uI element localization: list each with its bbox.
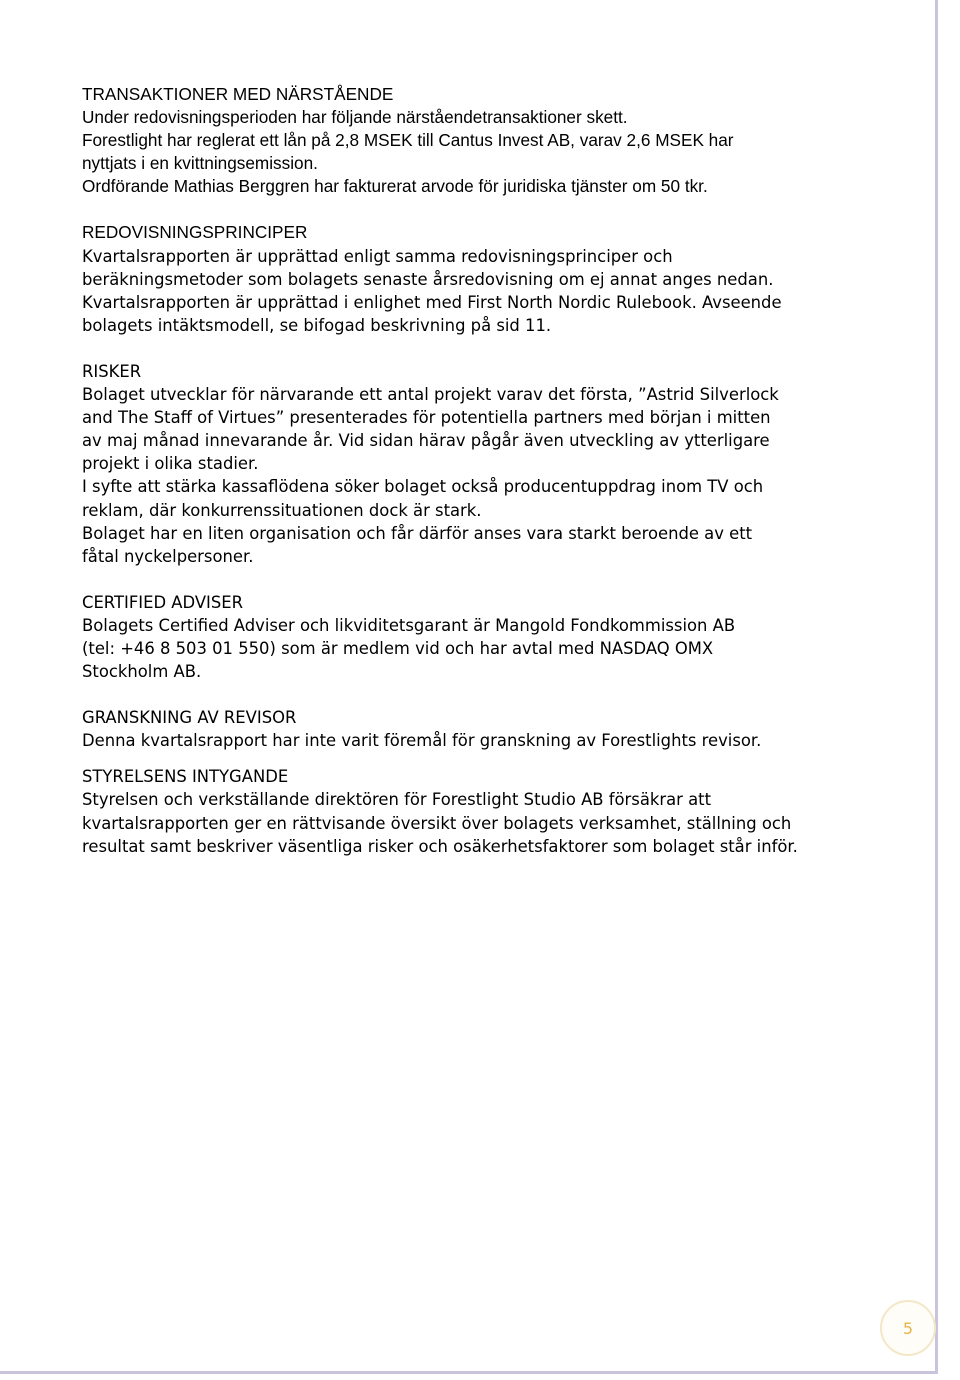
paragraph-line: (tel: +46 8 503 01 550) som är medlem vid och har avtal med NASDAQ OMX — [82, 638, 714, 658]
paragraph-line: Ordförande Mathias Berggren har fakturerat arvode för juridiska tjänster om 50 tkr. — [82, 176, 708, 197]
section-certified-adviser — [82, 591, 882, 683]
section-redovisningsprinciper — [82, 221, 882, 336]
page-number: 5 — [902, 1318, 914, 1338]
paragraph-line: kvartalsrapporten ger en rättvisande översikt över bolagets verksamhet, ställning och — [82, 813, 792, 833]
section-heading: GRANSKNING AV REVISOR — [82, 708, 297, 728]
paragraph-line: Forestlight har reglerat ett lån på 2,8 MSEK till Cantus Invest AB, varav 2,6 MSEK har — [82, 130, 734, 151]
paragraph-line: Stockholm AB. — [82, 662, 202, 682]
paragraph-line: Kvartalsrapporten är upprättad i enlighet med First North Nordic Rulebook. Avseende — [82, 292, 782, 312]
paragraph-line: av maj månad innevarande år. Vid sidan härav pågår även utveckling av ytterligare — [82, 431, 770, 451]
section-heading: TRANSAKTIONER MED NÄRSTÅENDE — [82, 84, 394, 104]
section-risker — [82, 360, 882, 568]
paragraph-line: and The Staff of Virtues” presenterades för potentiella partners med början i mitten — [82, 408, 771, 428]
section-styrelsens-intygande — [82, 765, 882, 857]
section-heading: STYRELSENS INTYGANDE — [82, 767, 289, 787]
section-heading: REDOVISNINGSPRINCIPER — [82, 222, 308, 243]
paragraph-line: Styrelsen och verkställande direktören för Forestlight Studio AB försäkrar att — [82, 790, 712, 810]
paragraph-line: Bolaget har en liten organisation och får därför anses vara starkt beroende av ett — [82, 523, 753, 543]
paragraph-line: nyttjats i en kvittningsemission. — [82, 153, 318, 174]
paragraph-line: projekt i olika stadier. — [82, 454, 259, 474]
section-transaktioner — [82, 83, 882, 198]
paragraph-line: Under redovisningsperioden har följande närståendetransaktioner skett. — [82, 107, 628, 128]
paragraph-line: bolagets intäktsmodell, se bifogad beskrivning på sid 11. — [82, 315, 552, 335]
paragraph-line: resultat samt beskriver väsentliga risker och osäkerhetsfaktorer som bolaget står inför. — [82, 836, 798, 856]
section-heading: RISKER — [82, 361, 142, 381]
paragraph-line: Kvartalsrapporten är upprättad enligt samma redovisningsprinciper och — [82, 246, 673, 266]
paragraph-line: Bolagets Certified Adviser och likviditetsgarant är Mangold Fondkommission AB — [82, 615, 736, 635]
document-body — [82, 83, 882, 858]
paragraph-line: I syfte att stärka kassaflödena söker bolaget också producentuppdrag inom TV och — [82, 477, 764, 497]
paragraph-line: Bolaget utvecklar för närvarande ett antal projekt varav det första, ”Astrid Silverlock — [82, 385, 779, 405]
paragraph-line: Denna kvartalsrapport har inte varit föremål för granskning av Forestlights revisor. — [82, 731, 762, 751]
section-granskning-av-revisor — [82, 706, 882, 752]
paragraph-line: beräkningsmetoder som bolagets senaste årsredovisning om ej annat anges nedan. — [82, 269, 774, 289]
page-number-badge — [880, 1300, 936, 1356]
section-heading: CERTIFIED ADVISER — [82, 592, 244, 612]
paragraph-line: fåtal nyckelpersoner. — [82, 546, 254, 566]
paragraph-line: reklam, där konkurrenssituationen dock är stark. — [82, 500, 482, 520]
